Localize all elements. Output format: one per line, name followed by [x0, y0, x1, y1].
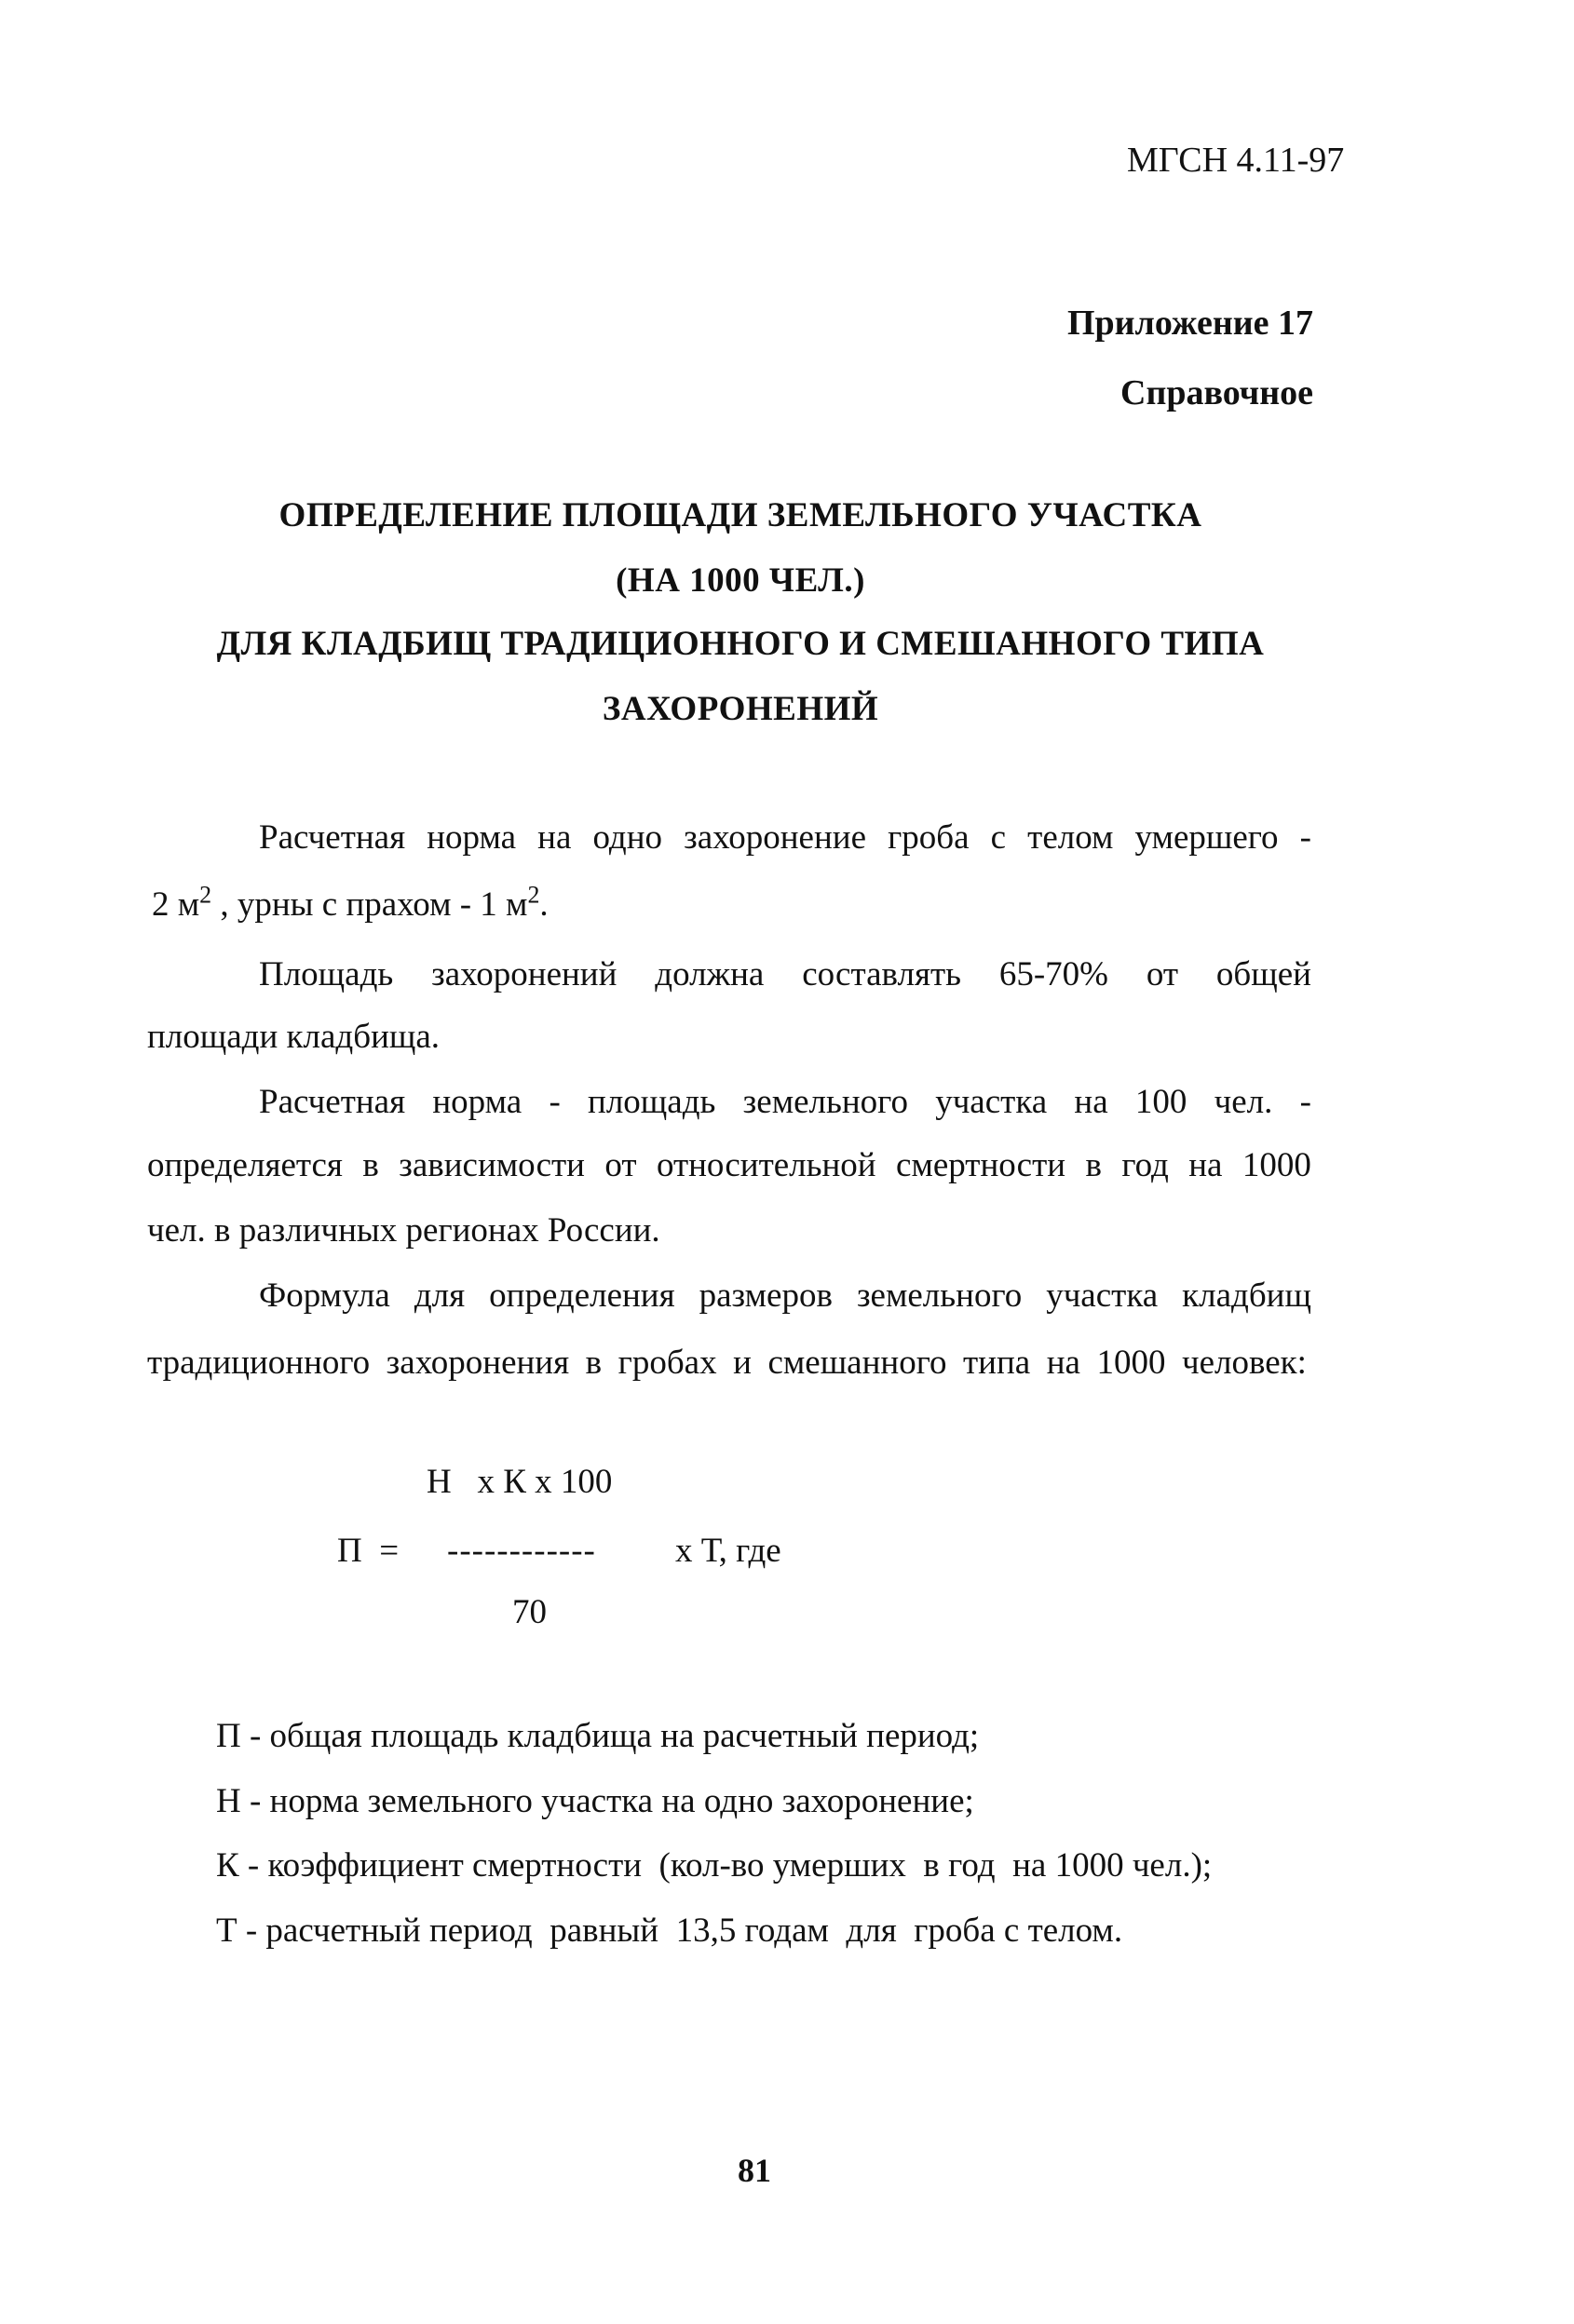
- title-line-2: (НА 1000 ЧЕЛ.): [616, 561, 865, 600]
- word: на: [1074, 1083, 1108, 1121]
- word: размеров: [699, 1277, 833, 1315]
- paragraph-4-line-1: [259, 1276, 1311, 1316]
- legend-p: П - общая площадь кладбища на расчетный период;: [216, 1717, 980, 1755]
- word: с: [990, 818, 1007, 857]
- appendix-kind: Справочное: [1120, 373, 1313, 412]
- word: на: [537, 818, 572, 857]
- page-number: 81: [738, 2152, 771, 2189]
- formula-lhs: П =: [337, 1532, 400, 1570]
- word: телом: [1027, 818, 1114, 857]
- word: гробах: [617, 1344, 717, 1382]
- word: умершего: [1134, 818, 1279, 857]
- word: захоронение: [684, 818, 867, 857]
- word: смешанного: [767, 1344, 947, 1382]
- word: Расчетная: [259, 1083, 406, 1121]
- p1-text-c: .: [539, 885, 549, 924]
- word: земельного: [856, 1277, 1023, 1315]
- formula-rhs: х Т, где: [675, 1532, 781, 1570]
- paragraph-2-line-1: [259, 954, 1311, 994]
- word: участка: [1046, 1277, 1159, 1315]
- paragraph-3-line-3: чел. в различных регионах России.: [147, 1211, 660, 1250]
- legend-n: Н - норма земельного участка на одно захоронение;: [216, 1782, 974, 1820]
- word: чел.: [1214, 1083, 1273, 1121]
- formula-denominator: 70: [512, 1593, 547, 1631]
- paragraph-4-line-2: [147, 1343, 1307, 1383]
- word: площадь: [588, 1083, 716, 1121]
- formula-numerator: Н х К х 100: [427, 1463, 613, 1501]
- word: определяется: [147, 1146, 343, 1184]
- word: 1000: [1242, 1146, 1311, 1184]
- p1-superscript-2: 2: [527, 881, 540, 909]
- word: в: [362, 1146, 379, 1184]
- word: норма: [427, 818, 517, 857]
- word: кладбищ: [1182, 1277, 1311, 1315]
- word: традиционного: [147, 1344, 371, 1382]
- word: захоронения: [386, 1344, 570, 1382]
- paragraph-1-line-2: [152, 881, 549, 925]
- word: одно: [592, 818, 663, 857]
- word: человек:: [1181, 1344, 1307, 1382]
- word: на: [1188, 1146, 1223, 1184]
- word: участка: [935, 1083, 1048, 1121]
- word: на: [1046, 1344, 1080, 1382]
- word: 1000: [1096, 1344, 1166, 1382]
- word: захоронений: [431, 955, 617, 993]
- paragraph-3-line-1: [259, 1082, 1311, 1122]
- p1-text-a: 2 м: [152, 885, 200, 924]
- paragraph-3-line-2: [147, 1145, 1311, 1185]
- word: -: [549, 1083, 561, 1121]
- word: общей: [1215, 955, 1311, 993]
- word: Площадь: [259, 955, 394, 993]
- word: год: [1121, 1146, 1169, 1184]
- word: земельного: [742, 1083, 908, 1121]
- paragraph-2-line-2: площади кладбища.: [147, 1018, 441, 1056]
- word: от: [604, 1146, 637, 1184]
- word: в: [1085, 1146, 1102, 1184]
- title-line-4: ЗАХОРОНЕНИЙ: [602, 690, 879, 728]
- word: типа: [962, 1344, 1031, 1382]
- word: составлять: [802, 955, 962, 993]
- word: Расчетная: [259, 818, 406, 857]
- word: смертности: [896, 1146, 1066, 1184]
- document-code: МГСН 4.11-97: [1127, 141, 1345, 180]
- word: гроба: [888, 818, 970, 857]
- title-line-3: ДЛЯ КЛАДБИЩ ТРАДИЦИОННОГО И СМЕШАННОГО ТИПА: [216, 625, 1265, 663]
- word: определения: [489, 1277, 675, 1315]
- word: 65-70%: [998, 955, 1109, 993]
- appendix-number: Приложение 17: [1066, 304, 1313, 343]
- word: и: [733, 1344, 752, 1382]
- legend-k: К - коэффициент смертности (кол-во умерших в год на 1000 чел.);: [216, 1846, 1213, 1885]
- word: зависимости: [399, 1146, 585, 1184]
- word: относительной: [656, 1146, 876, 1184]
- word: -: [1299, 818, 1311, 857]
- word: норма: [432, 1083, 522, 1121]
- legend-t: Т - расчетный период равный 13,5 годам для гроба с телом.: [216, 1912, 1123, 1950]
- paragraph-1-line-1: [259, 817, 1311, 858]
- word: для: [414, 1277, 466, 1315]
- word: должна: [655, 955, 765, 993]
- word: от: [1146, 955, 1179, 993]
- word: в: [585, 1344, 603, 1382]
- word: Формула: [259, 1277, 390, 1315]
- p1-text-b: , урны с прахом - 1 м: [211, 885, 528, 924]
- word: -: [1299, 1083, 1311, 1121]
- formula-fraction-bar: ------------: [447, 1532, 596, 1570]
- p1-superscript-1: 2: [199, 881, 212, 909]
- word: 100: [1134, 1083, 1187, 1121]
- title-line-1: ОПРЕДЕЛЕНИЕ ПЛОЩАДИ ЗЕМЕЛЬНОГО УЧАСТКА: [278, 496, 1202, 534]
